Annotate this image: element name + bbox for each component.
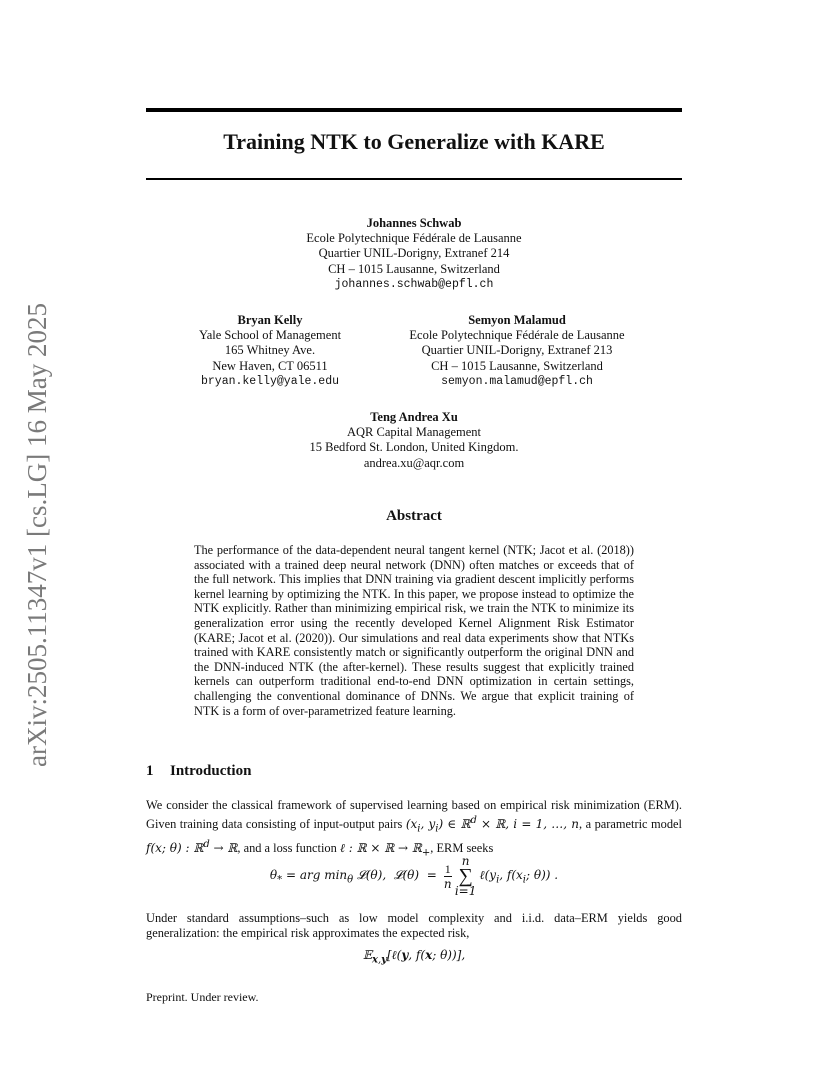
math-inline: ℓ : ℝ × ℝ → ℝ$_+$ xyxy=(339,840,431,859)
author-affiliation-line: 15 Bedford St. London, United Kingdom. xyxy=(309,440,519,455)
math-inline: ($x_i$, $y_i$) ∈ ℝ$^d$ × ℝ, i = 1, …, n xyxy=(405,815,579,835)
title-bottom-rule xyxy=(146,178,682,180)
intro-text: We consider the classical framework of supervised learning based on empirical risk minimization (ERM). Given training data consisting of input-output pairs xyxy=(146,798,682,832)
intro-paragraph-1 xyxy=(146,798,682,860)
author-affiliation-line: CH – 1015 Lausanne, Switzerland xyxy=(431,358,603,373)
author-block-malamud xyxy=(392,313,642,389)
author-name: Johannes Schwab xyxy=(366,216,462,230)
author-block-xu xyxy=(214,410,614,471)
section-heading xyxy=(146,763,251,780)
equation-expected-risk: 𝔼$_{x,y}$[ℓ(y, f(x; θ))], xyxy=(362,948,466,966)
intro-text: , ERM seeks xyxy=(430,840,494,855)
author-affiliation-line: Ecole Polytechnique Fédérale de Lausanne xyxy=(306,231,522,246)
math-inline: f(x; θ) : ℝ$^d$ → ℝ xyxy=(146,838,238,855)
author-affiliation-line: Quartier UNIL-Dorigny, Extranef 213 xyxy=(421,343,613,358)
intro-text: , and a loss function xyxy=(237,840,337,855)
title-top-rule xyxy=(146,108,682,112)
author-block-kelly xyxy=(170,313,370,389)
section-title: Introduction xyxy=(170,763,252,779)
arxiv-identifier: arXiv:2505.11347v1 [cs.LG] 16 May 2025 xyxy=(22,303,52,767)
intro-paragraph-2: Under standard assumptions–such as low model complexity and i.i.d. data–ERM yields good generalization: the empirical risk approximates the expected risk, xyxy=(146,911,682,941)
intro-text: , a parametric model xyxy=(579,817,682,832)
footer-note: Preprint. Under review. xyxy=(146,990,259,1004)
author-affiliation-line: AQR Capital Management xyxy=(347,425,481,440)
author-email[interactable]: bryan.kelly@yale.edu xyxy=(200,374,340,388)
author-email[interactable]: andrea.xu@aqr.com xyxy=(363,455,465,470)
author-affiliation-line: Quartier UNIL-Dorigny, Extranef 214 xyxy=(318,246,510,261)
equation-erm: $\theta_*$ = arg $\min_\theta$ 𝓛(θ), 𝓛(θ) = $\frac{1}{n}$ n ∑ i=1 $\ell(y_i$, $f(x_i$; θ)) . xyxy=(269,854,559,898)
abstract-heading: Abstract xyxy=(386,508,442,524)
author-email[interactable]: semyon.malamud@epfl.ch xyxy=(441,374,593,388)
author-name: Semyon Malamud xyxy=(468,313,566,327)
author-email[interactable]: johannes.schwab@epfl.ch xyxy=(334,277,494,291)
author-affiliation-line: 165 Whitney Ave. xyxy=(224,343,316,358)
section-number: 1 xyxy=(146,763,154,779)
author-block-schwab xyxy=(214,216,614,292)
paper-title: Training NTK to Generalize with KARE xyxy=(223,129,605,154)
author-affiliation-line: Yale School of Management xyxy=(198,328,342,343)
author-affiliation-line: CH – 1015 Lausanne, Switzerland xyxy=(328,261,500,276)
author-name: Bryan Kelly xyxy=(237,313,303,327)
author-affiliation-line: Ecole Polytechnique Fédérale de Lausanne xyxy=(409,328,625,343)
author-name: Teng Andrea Xu xyxy=(370,410,458,424)
author-affiliation-line: New Haven, CT 06511 xyxy=(212,358,328,373)
abstract-text: The performance of the data-dependent neural tangent kernel (NTK; Jacot et al. (2018)) associated with a trained deep neural network (DNN) often matches or exceeds that of the full network. This implies that DNN training via gradient descent implicitly performs kernel learning by optimizing the NTK. In this paper, we propose instead to optimize the NTK explicitly. Rather than minimizing empirical risk, we train the NTK to minimize its generalization error using the recently developed Kernel Alignment Risk Estimator (KARE; Jacot et al. (2020)). Our simulations and real data experiments show that NTKs trained with KARE consistently match or significantly outperform the original DNN and the DNN-induced NTK (the after-kernel). These results suggest that explicitly trained kernels can outperform traditional end-to-end DNN optimization in certain settings, challenging the conventional dominance of DNNs. We argue that explicit training of NTK is a form of over-parametrized feature learning. xyxy=(194,543,634,718)
